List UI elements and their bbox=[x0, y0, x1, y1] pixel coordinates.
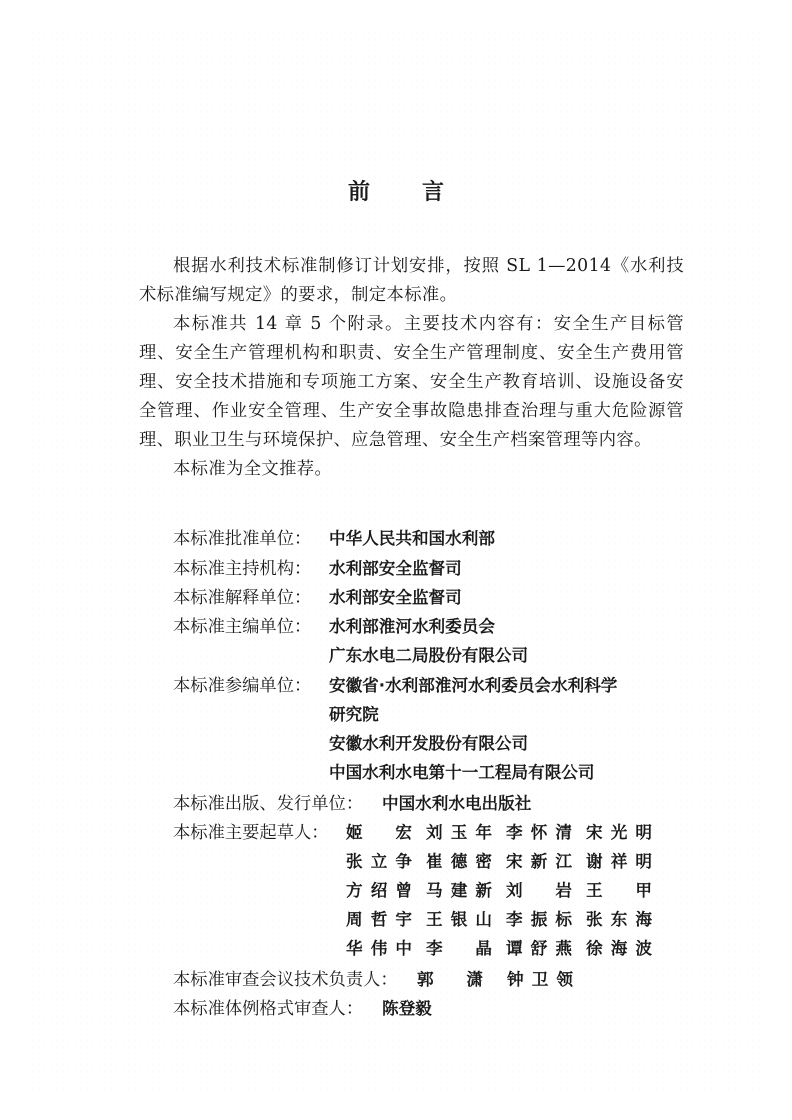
publish-row bbox=[173, 789, 363, 814]
drafter-name: 刘玉年 bbox=[426, 823, 492, 842]
review-name: 郭潇 bbox=[417, 970, 483, 989]
drafter-name: 方绍曾 bbox=[346, 881, 412, 900]
drafter-name: 姬宏 bbox=[346, 823, 412, 842]
paragraph-recommendation: 本标准为全文推荐。 bbox=[173, 459, 333, 479]
interpret-value: 水利部安全监督司 bbox=[329, 588, 462, 607]
drafter-name: 王银山 bbox=[426, 910, 492, 929]
chief-value-1: 水利部淮河水利委员会 bbox=[329, 617, 495, 636]
chief-label: 本标准主编单位： bbox=[173, 617, 312, 637]
host-label: 本标准主持机构： bbox=[173, 559, 312, 579]
participate-value-3: 安徽水利开发股份有限公司 bbox=[329, 734, 529, 753]
drafter-name: 周哲宇 bbox=[346, 910, 412, 929]
approve-row bbox=[173, 524, 311, 549]
drafter-name: 李振标 bbox=[506, 910, 572, 929]
drafter-name: 王甲 bbox=[586, 881, 652, 900]
approve-label: 本标准批准单位： bbox=[173, 529, 312, 549]
interpret-label: 本标准解释单位： bbox=[173, 588, 312, 608]
participate-row bbox=[173, 671, 311, 696]
drafter-name: 马建新 bbox=[426, 881, 492, 900]
approve-value: 中华人民共和国水利部 bbox=[329, 529, 495, 548]
drafter-name: 宋光明 bbox=[586, 823, 652, 842]
review-name: 钟卫领 bbox=[507, 970, 573, 989]
paragraph-basis: 根据水利技术标准制修订计划安排，按照 SL 1—2014《水利技术标准编写规定》的要求，制定本标准。 bbox=[139, 256, 684, 305]
format-value: 陈登毅 bbox=[382, 999, 432, 1018]
review-label: 本标准审查会议技术负责人： bbox=[173, 970, 398, 990]
chief-value-2: 广东水电二局股份有限公司 bbox=[329, 646, 529, 665]
drafter-name: 李怀清 bbox=[506, 823, 572, 842]
participate-value-4: 中国水利水电第十一工程局有限公司 bbox=[329, 763, 595, 782]
paragraph-content: 本标准共 14 章 5 个附录。主要技术内容有：安全生产目标管理、安全生产管理机构和职责、安全生产管理制度、安全生产费用管理、安全技术措施和专项施工方案、安全生产教育培训、设施设备安全管理、作业安全管理、生产安全事故隐患排查治理与重大危险源管理、职业卫生与环境保护、应急管理、安全生产档案管理等内容。 bbox=[139, 314, 684, 450]
publish-value: 中国水利水电出版社 bbox=[382, 794, 532, 813]
drafter-name: 崔德密 bbox=[426, 852, 492, 871]
drafter-name: 谭舒燕 bbox=[506, 939, 572, 958]
drafter-name: 华伟中 bbox=[346, 939, 412, 958]
drafters-label: 本标准主要起草人： bbox=[173, 823, 329, 843]
title-char-left: 前 bbox=[347, 180, 370, 205]
host-row bbox=[173, 554, 311, 579]
drafter-name: 谢祥明 bbox=[586, 852, 652, 871]
participate-value-2: 研究院 bbox=[329, 705, 379, 724]
review-row bbox=[173, 965, 398, 990]
publish-label: 本标准出版、发行单位： bbox=[173, 794, 364, 814]
participate-value-1: 安徽省·水利部淮河水利委员会水利科学 bbox=[329, 676, 618, 695]
drafter-name: 宋新江 bbox=[506, 852, 572, 871]
drafter-name: 李晶 bbox=[426, 939, 492, 958]
drafter-name: 张立争 bbox=[346, 852, 412, 871]
drafter-name: 刘岩 bbox=[506, 881, 572, 900]
participate-label: 本标准参编单位： bbox=[173, 676, 312, 696]
drafters-row bbox=[173, 818, 329, 843]
preface-body bbox=[139, 252, 684, 484]
chief-row bbox=[173, 612, 311, 637]
drafter-name: 张东海 bbox=[586, 910, 652, 929]
interpret-row bbox=[173, 583, 311, 608]
page-title bbox=[0, 175, 792, 206]
host-value: 水利部安全监督司 bbox=[329, 559, 462, 578]
title-char-right: 言 bbox=[422, 180, 445, 205]
drafter-name: 徐海波 bbox=[586, 939, 652, 958]
format-label: 本标准体例格式审查人： bbox=[173, 999, 364, 1019]
format-row bbox=[173, 994, 363, 1019]
